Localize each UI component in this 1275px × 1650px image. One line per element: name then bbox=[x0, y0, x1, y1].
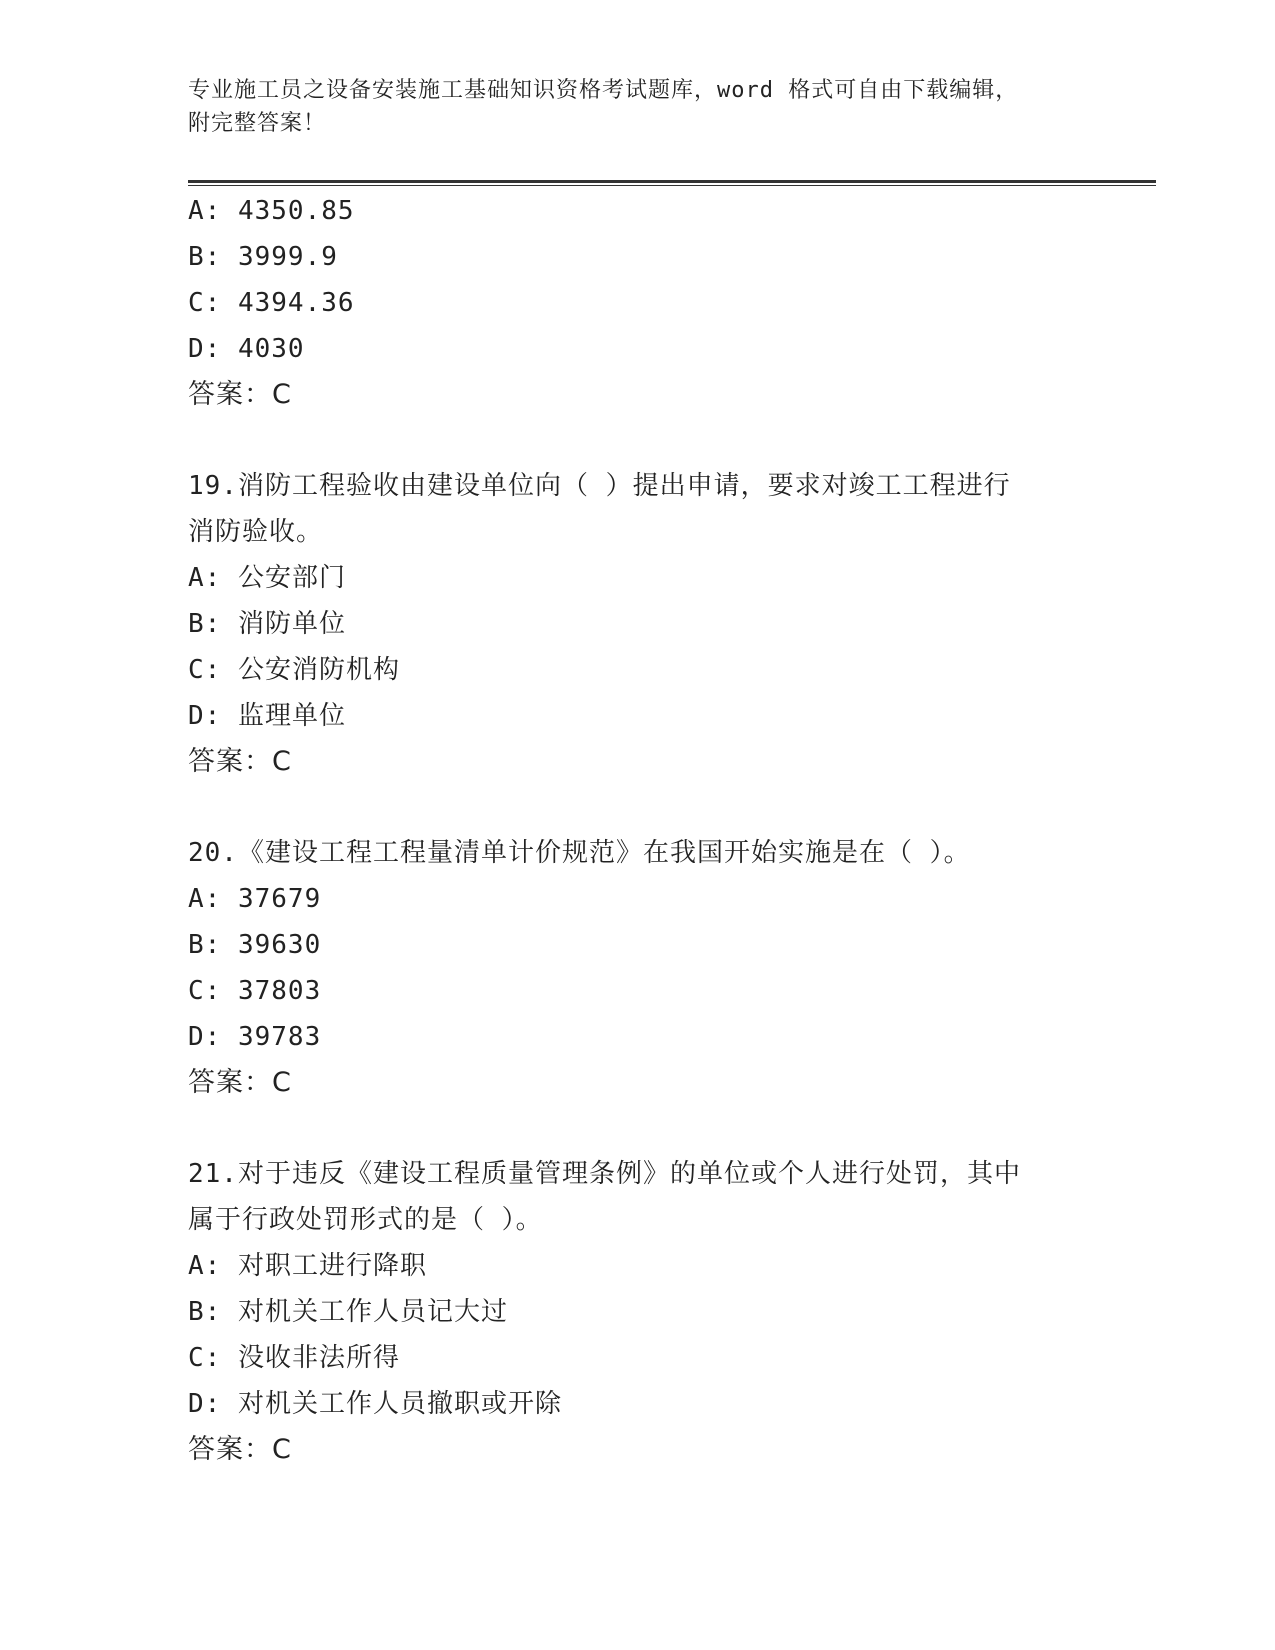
option-b: B: 3999.9 bbox=[188, 242, 338, 272]
document-header bbox=[188, 74, 1088, 140]
header-divider-thin bbox=[188, 185, 1156, 186]
question-text-line-1: 21.对于违反《建设工程质量管理条例》的单位或个人进行处罚，其中 bbox=[188, 1159, 1021, 1189]
question-text-line-1: 20.《建设工程工程量清单计价规范》在我国开始实施是在（ ）。 bbox=[188, 838, 971, 868]
question-block-19 bbox=[188, 463, 1088, 785]
option-d: D: 39783 bbox=[188, 1022, 322, 1052]
question-block-21 bbox=[188, 1151, 1088, 1473]
option-c: C: 4394.36 bbox=[188, 288, 355, 318]
block-spacer bbox=[188, 785, 1088, 830]
question-block-18 bbox=[188, 188, 1088, 418]
option-b: B: 对机关工作人员记大过 bbox=[188, 1297, 508, 1327]
question-text-line-2: 消防验收。 bbox=[188, 517, 324, 547]
option-a: A: 公安部门 bbox=[188, 563, 346, 593]
header-divider-thick bbox=[188, 180, 1156, 183]
header-line-1: 专业施工员之设备安装施工基础知识资格考试题库，word 格式可自由下载编辑， bbox=[188, 78, 1019, 103]
block-spacer bbox=[188, 1106, 1088, 1151]
answer-line: 答案：C bbox=[188, 1434, 292, 1465]
option-c: C: 37803 bbox=[188, 976, 322, 1006]
option-a: A: 对职工进行降职 bbox=[188, 1251, 427, 1281]
answer-line: 答案：C bbox=[188, 379, 292, 410]
answer-line: 答案：C bbox=[188, 1067, 292, 1098]
block-spacer bbox=[188, 418, 1088, 463]
option-c: C: 公安消防机构 bbox=[188, 655, 400, 685]
option-c: C: 没收非法所得 bbox=[188, 1343, 400, 1373]
question-block-20 bbox=[188, 830, 1088, 1106]
option-d: D: 4030 bbox=[188, 334, 305, 364]
option-a: A: 4350.85 bbox=[188, 196, 355, 226]
option-d: D: 对机关工作人员撤职或开除 bbox=[188, 1389, 562, 1419]
question-list bbox=[188, 188, 1088, 1473]
option-b: B: 消防单位 bbox=[188, 609, 346, 639]
header-line-2: 附完整答案！ bbox=[188, 111, 327, 136]
option-b: B: 39630 bbox=[188, 930, 322, 960]
option-d: D: 监理单位 bbox=[188, 701, 346, 731]
answer-line: 答案：C bbox=[188, 746, 292, 777]
question-text-line-1: 19.消防工程验收由建设单位向（ ）提出申请，要求对竣工工程进行 bbox=[188, 471, 1011, 501]
option-a: A: 37679 bbox=[188, 884, 322, 914]
question-text-line-2: 属于行政处罚形式的是（ ）。 bbox=[188, 1205, 543, 1235]
